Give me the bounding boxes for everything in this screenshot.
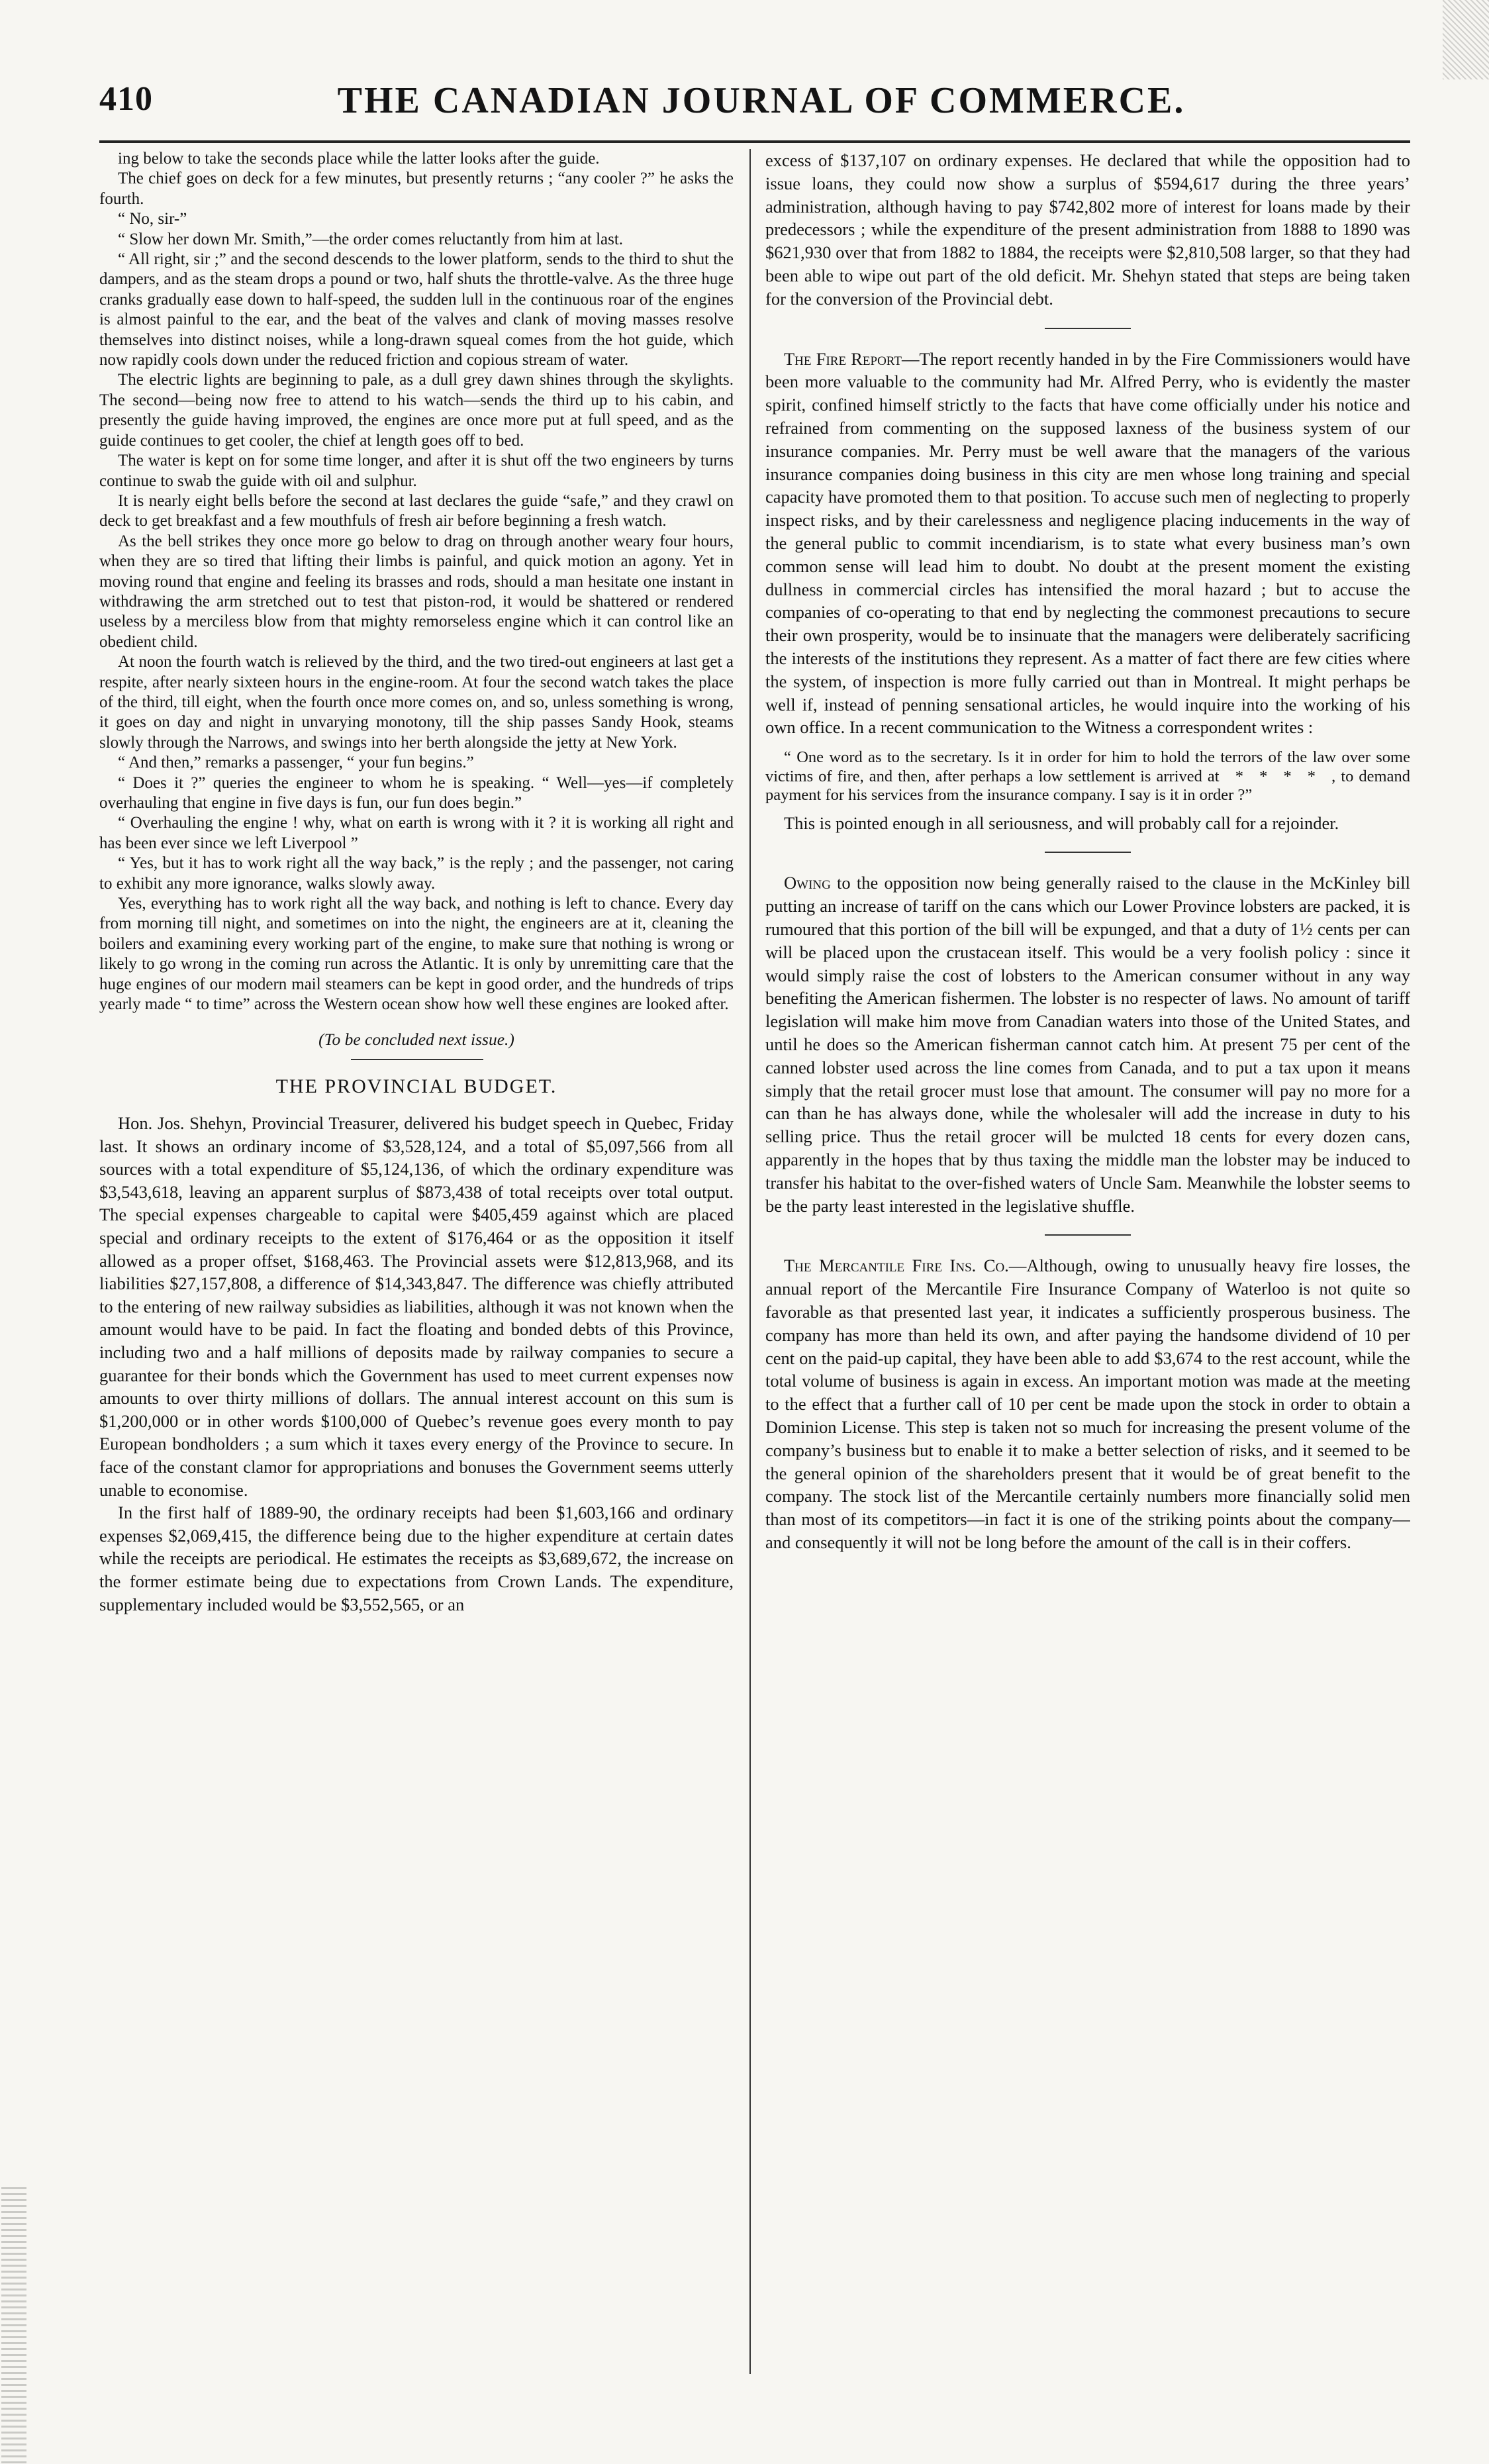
continued-note: (To be concluded next issue.) bbox=[318, 1030, 514, 1050]
scan-binding-edge bbox=[1, 2185, 26, 2463]
fire-report-close: This is pointed enough in all seriousness, and will probably call for a rejoinder. bbox=[784, 813, 1339, 833]
lobster-text: to the opposition now being generally raised to the clause in the McKinley bill putting an increase of tariff on the cans which our Lower Province lobsters are packed, it is rumoured that this portion of the bill will be expunged, and that a duty of 1½ cents per can will be placed upon the crustacean itself. This would be a very foolish policy : since it would simply raise the cost of lobsters to the American consumer without in any way benefiting the American fishermen. The lobster is no respecter of laws. No amount of tariff legislation will make him move from Canadian waters into those of the United States, and until he does so the American fisherman cannot catch him. At present 75 per cent of the canned lobster used across the line comes from Canada, and to put a tax upon it means simply that the retail grocer must lose that amount. The consumer will pay no more for a can than he has always done, while the wholesaler will add the increase in duty to his selling price. Thus the retail grocer will be mulcted 18 cents for every dozen cans, apparently in the hopes that by thus taxing the middle man the lobster may be induced to transfer his habitat to the over-fished waters of Uncle Sam. Meanwhile the lobster seems to be the party least interested in the legislative shuffle. bbox=[765, 873, 1410, 1216]
section-rule bbox=[1045, 1234, 1131, 1236]
story-paragraph: It is nearly eight bells before the second at last declares the guide “safe,” and they crawl on deck to get breakfast and a few mouthfuls of fresh air before beginning a fresh watch. bbox=[99, 491, 734, 530]
story-paragraph: “ All right, sir ;” and the second descends to the lower platform, sends to the third to shut the dampers, and as the steam drops a pound or two, half shuts the throttle-valve. As the three huge cranks gradually ease down to half-speed, the sudden lull in the continuous roar of the engines is almost painful to the ear, and the beat of the valves and clank of moving masses resolve themselves into distinct noises, while a long-drawn squeal comes from the hot guide, which now rapidly cools down under the reduced friction and copious stream of water. bbox=[99, 250, 734, 370]
fire-report-text: —The report recently handed in by the Fire Commissioners would have been more valuable to the community had Mr. Alfred Perry, who is evidently the master spirit, confined himself strictly to the facts that have come officially under his notice and refrained from commenting on the supposed laxness of the business system of our insurance companies. Mr. Perry must be well aware that the managers of the various insurance companies doing business in this city are men whose long training and special capacity have promoted them to that position. To accuse such men of neglecting to properly inspect risks, and by their carelessness and negligence placing inducements in the way of the general public to commit incendiarism, is to state what every business man’s own common sense will lead him to doubt. No doubt at the present moment the existing dullness in commercial circles has intensified the moral hazard ; but to accuse the companies of co-operating to that end by neglecting the commonest precautions to secure their own prosperity, would be to insinuate that the managers were deliberately sacrificing the interests of the institutions they represent. As a matter of fact there are few cities where the system, of inspection is more fully carried out than in Montreal. It might perhaps be well if, instead of penning sensational articles, he would inquire into the working of his own office. In a recent communication to the Witness a correspondent writes : bbox=[765, 348, 1410, 738]
page-header bbox=[99, 79, 1410, 132]
page-number: 410 bbox=[99, 80, 153, 118]
budget-heading: THE PROVINCIAL BUDGET. bbox=[99, 1076, 734, 1097]
budget-paragraph: In the first half of 1889-90, the ordinary receipts had been $1,603,166 and ordinary expenses $2,069,415, the difference being due to the higher expenditure at certain dates while the receipts are periodical. He estimates the receipts as $3,689,672, the increase on the former estimate being due to expectations from Crown Lands. The expenditure, supplementary included would be $3,552,565, or an bbox=[99, 1503, 734, 1614]
story-paragraph: “ Does it ?” queries the engineer to whom he is speaking. “ Well—yes—if completely overhauling that engine in five days is fun, our fun does begin.” bbox=[99, 773, 734, 812]
story-paragraph: “ Overhauling the engine ! why, what on earth is wrong with it ? it is working all right and has been ever since we left Liverpool ” bbox=[99, 814, 734, 852]
column-divider bbox=[749, 149, 751, 2374]
section-rule bbox=[1045, 852, 1131, 853]
story-paragraph: Yes, everything has to work right all the way back, and nothing is left to chance. Every day from morning till night, and sometimes on into the night, the engineers are at it, cleaning the boilers and examining every working part of the engine, to make sure that nothing is wrong or likely to go wrong in the coming run across the Atlantic. It is only by unremitting care that the huge engines of our modern mail steamers can be kept in good order, and the hundreds of trips yearly made “ to time” across the Western ocean show how well these engines are looked after. bbox=[99, 895, 734, 1014]
story-paragraph: “ And then,” remarks a passenger, “ your fun begins.” bbox=[118, 754, 474, 772]
story-paragraph: ing below to take the seconds place while the latter looks after the guide. bbox=[118, 150, 600, 168]
mercantile-text: —Although, owing to unusually heavy fire losses, the annual report of the Mercantile Fire Insurance Company of Waterloo is not quite so favorable as that presented last year, it indicates a sufficiently prosperous business. The company has more than held its own, and after paying the handsome dividend of 10 per cent on the paid-up capital, they have been able to add $3,674 to the rest account, while the total volume of business is again in excess. An important motion was made at the meeting to the effect that a further call of 10 per cent be made upon the stock in order to obtain a Dominion License. This step is taken not so much for increasing the present volume of the company’s business but to enable it to make a better selection of risks, and it seemed to be the general opinion of the shareholders present that it would be of great benefit to the company. The stock list of the Mercantile certainly numbers more financially solid men than most of its competitors—in fact it is one of the striking points about the company—and consequently it will not be long before the amount of the call is in their coffers. bbox=[765, 1256, 1410, 1552]
story-paragraph: The water is kept on for some time longer, and after it is shut off the two engineers by turns continue to swab the guide with oil and sulphur. bbox=[99, 452, 734, 490]
fire-report-paragraph bbox=[765, 348, 1410, 740]
fire-report-lead: The Fire Report bbox=[784, 348, 902, 369]
lobster-lead: Owing bbox=[784, 873, 831, 893]
header-rule bbox=[99, 140, 1410, 143]
lobster-paragraph bbox=[765, 871, 1410, 1217]
story-paragraph: “ Yes, but it has to work right all the way back,” is the reply ; and the passenger, not caring to exhibit any more ignorance, walks slowly away. bbox=[99, 854, 734, 893]
left-column bbox=[99, 149, 734, 2387]
section-rule bbox=[1045, 328, 1131, 329]
budget-paragraph: Hon. Jos. Shehyn, Provincial Treasurer, delivered his budget speech in Quebec, Friday last. It shows an ordinary income of $3,528,124, and a total of $5,097,566 from all sources with a total expenditure of $5,124,136, of which the ordinary expenditure was $3,543,618, leaving an apparent surplus of $873,438 of total receipts over total output. The special expenses chargeable to capital were $405,459 against which are placed special and ordinary receipts to the extent of $176,464 or as the opposition it itself allowed as a proper offset, $168,463. The Provincial assets were $12,813,968, and its liabilities $27,157,808, a difference of $14,343,847. The difference was chiefly attributed to the entering of new railway subsidies as liabilities, although it was not known when the amount would have to be paid. In fact the floating and bonded debts of this Province, including two and a half millions of deposits made by railway companies to secure a guarantee for their bonds which the Government has used to meet current expenses now amounts to over thirty millions of dollars. The annual interest account on this sum is $1,200,000 or in other words $100,000 of Quebec’s revenue goes every month to pay European bondholders ; a sum which it taxes every energy of the Province to secure. In face of the constant clamor for appropriations and bonuses the Government seems utterly unable to economise. bbox=[99, 1113, 734, 1500]
right-column bbox=[765, 149, 1410, 2387]
scan-edge-noise bbox=[1443, 0, 1489, 79]
story-paragraph: “ No, sir-” bbox=[118, 210, 187, 228]
journal-title: THE CANADIAN JOURNAL OF COMMERCE. bbox=[337, 80, 1186, 121]
mercantile-paragraph bbox=[765, 1254, 1410, 1553]
budget-continuation: excess of $137,107 on ordinary expenses. He declared that while the opposition had to issue loans, they could now show a surplus of $594,617 during the three years’ administration, although having to pay $742,802 more of interest for loans made by their predecessors ; while the expenditure of the present administration from 1888 to 1890 was $621,930 over that from 1882 to 1884, the receipts were $2,810,508 larger, so that they had been able to wipe out part of the old deficit. Mr. Shehyn stated that steps are being taken for the conversion of the Provincial debt. bbox=[765, 150, 1410, 309]
story-paragraph: “ Slow her down Mr. Smith,”—the order comes reluctantly from him at last. bbox=[118, 230, 624, 248]
story-paragraph: The chief goes on deck for a few minutes, but presently returns ; “any cooler ?” he asks the fourth. bbox=[99, 170, 734, 208]
story-paragraph: The electric lights are beginning to pale, as a dull grey dawn shines through the skylights. The second—being now free to attend to his watch—sends the third up to his cabin, and presently the guide having improved, the engines are once more put at full speed, and as the guide continues to get cooler, the chief at length goes off to bed. bbox=[99, 371, 734, 450]
story-paragraph: As the bell strikes they once more go below to drag on through another weary four hours, when they are so tired that lifting their limbs is painful, and quick motion an agony. Yet in moving round that engine and feeling its brasses and rods, should a man hesitate one instant in withdrawing the arm stretched out to test that piston-rod, it would be shattered or rendered useless by a merciless blow from that mighty remorseless engine which it can control like an obedient child. bbox=[99, 532, 734, 651]
story-paragraph: At noon the fourth watch is relieved by the third, and the two tired-out engineers at last get a respite, after nearly sixteen hours in the engine-room. At four the second watch takes the place of the third, till eight, when the fourth once more comes on, and so, unless something is wrong, it goes on day and night in unvarying monotony, till the ship passes Sandy Hook, steams slowly through the Narrows, and swings into her berth alongside the jetty at New York. bbox=[99, 653, 734, 752]
mercantile-lead: The Mercantile Fire Ins. Co. bbox=[784, 1256, 1009, 1276]
fire-report-quote: “ One word as to the secretary. Is it in order for him to hold the terrors of the law over some victims of fire, and then, after perhaps a low settlement is arrived at * * * * , to demand payment for his services from the insurance company. I say is it in order ?” bbox=[765, 748, 1410, 805]
